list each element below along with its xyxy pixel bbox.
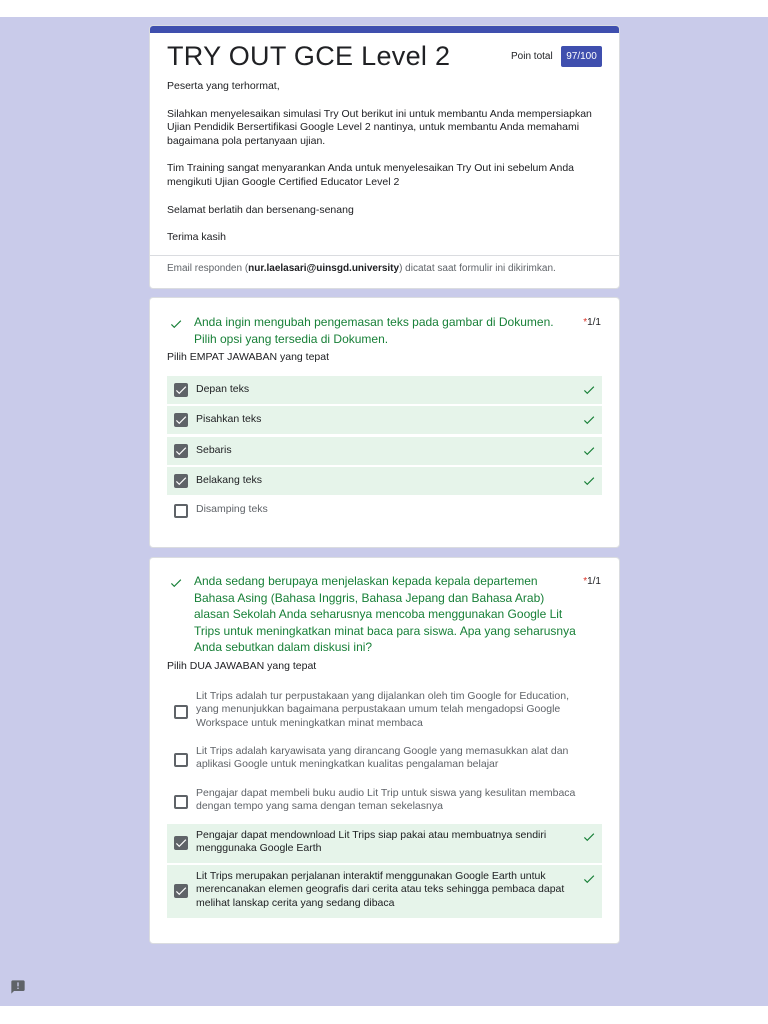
answer-option[interactable] [167, 686, 602, 732]
checkbox-checked-icon[interactable] [174, 383, 188, 397]
header-accent-bar [150, 26, 619, 33]
checkbox-unchecked-icon[interactable] [174, 753, 188, 767]
checkbox-checked-icon[interactable] [174, 413, 188, 427]
answer-option[interactable] [167, 865, 602, 918]
check-icon [582, 383, 596, 397]
header-divider [150, 255, 620, 256]
required-mark: * [583, 317, 588, 328]
answer-option[interactable] [167, 497, 602, 525]
option-label: Disamping teks [196, 503, 268, 515]
check-icon [582, 474, 596, 488]
check-icon [169, 317, 183, 331]
option-label: Pengajar dapat membeli buku audio Lit Trip untuk siswa yang kesulitan membaca dengan tempo yang sama dengan teman sekelasnya [196, 787, 576, 813]
question-instruction: Pilih EMPAT JAWABAN yang tepat [167, 351, 330, 363]
question-title: Anda sedang berupaya menjelaskan kepada kepala departemen Bahasa Asing (Bahasa Inggris, Bahasa Jepang dan Bahasa Arab) alasan Sekolah Anda seharusnya mencoba menggunakan Google Lit Trips untuk meningkatkan minat baca para siswa. Apa yang seharusnya Anda sebutkan dalam diskusi ini? [194, 574, 576, 655]
option-label: Belakang teks [196, 474, 262, 486]
answer-option[interactable] [167, 743, 602, 775]
description-paragraph: Tim Training sangat menyarankan Anda untuk menyelesaikan Try Out ini sebelum Anda mengikuti Ujian Google Certified Educator Level 2 [167, 162, 575, 188]
description-paragraph: Selamat berlatih dan bersenang-senang [167, 203, 354, 216]
answer-option[interactable] [167, 376, 602, 404]
form-description [167, 80, 597, 259]
checkbox-unchecked-icon[interactable] [174, 504, 188, 518]
question-card-2 [149, 557, 620, 944]
points-value: 1/1 [587, 317, 601, 328]
option-label: Lit Trips adalah tur perpustakaan yang dijalankan oleh tim Google for Education, yang menunjukkan bagaimana perpustakaan umum telah mengadopsi Google Workspace untuk meningkatkan minat membaca [196, 690, 569, 729]
check-icon [582, 444, 596, 458]
check-icon [169, 576, 183, 590]
answer-option[interactable] [167, 437, 602, 465]
checkbox-checked-icon[interactable] [174, 444, 188, 458]
email-note [167, 263, 556, 274]
points-value: 1/1 [587, 576, 601, 587]
form-header-card [149, 25, 620, 289]
answer-option[interactable] [167, 467, 602, 495]
question-points [583, 576, 601, 587]
checkbox-checked-icon[interactable] [174, 884, 188, 898]
question-card-1 [149, 297, 620, 548]
question-instruction: Pilih DUA JAWABAN yang tepat [167, 660, 317, 672]
question-points [583, 317, 601, 328]
form-title: TRY OUT GCE Level 2 [167, 41, 451, 71]
question-title: Anda ingin mengubah pengemasan teks pada gambar di Dokumen. Pilih opsi yang tersedia di Dokumen. [194, 315, 554, 346]
answer-option[interactable] [167, 824, 602, 863]
answer-option[interactable] [167, 406, 602, 434]
checkbox-unchecked-icon[interactable] [174, 705, 188, 719]
check-icon [582, 872, 596, 886]
option-label: Lit Trips merupakan perjalanan interaktif menggunakan Google Earth untuk merencanakan elemen geografis dari cerita atau teks sehingga pembaca dapat melihat lanskap cerita yang sedang dibaca [196, 870, 565, 909]
required-mark: * [583, 576, 588, 587]
points-total-label: Poin total [511, 51, 553, 62]
email-note-prefix: Email responden ( [167, 263, 249, 274]
check-icon [582, 413, 596, 427]
score-badge: 97/100 [561, 46, 602, 67]
option-label: Lit Trips adalah karyawisata yang dirancang Google yang memasukkan alat dan aplikasi Google untuk meningkatkan kualitas pengalaman belajar [196, 745, 569, 771]
option-label: Pengajar dapat mendownload Lit Trips siap pakai atau membuatnya sendiri menggunaka Google Earth [196, 829, 547, 855]
description-paragraph: Terima kasih [167, 231, 226, 244]
checkbox-unchecked-icon[interactable] [174, 795, 188, 809]
option-label: Pisahkan teks [196, 413, 262, 425]
option-label: Sebaris [196, 444, 232, 456]
description-paragraph: Silahkan menyelesaikan simulasi Try Out berikut ini untuk membantu Anda mempersiapkan Ujian Pendidik Bersertifikasi Google Level 2 nantinya, untuk membantu Anda memahami bagaimana pola pertanyaan ujian. [167, 107, 592, 147]
report-icon[interactable] [10, 979, 26, 995]
option-label: Depan teks [196, 383, 250, 395]
checkbox-checked-icon[interactable] [174, 836, 188, 850]
check-icon [582, 830, 596, 844]
description-paragraph: Peserta yang terhormat, [167, 80, 280, 92]
answer-option[interactable] [167, 785, 602, 817]
email-note-suffix: ) dicatat saat formulir ini dikirimkan. [399, 263, 556, 274]
checkbox-checked-icon[interactable] [174, 474, 188, 488]
respondent-email: nur.laelasari@uinsgd.university [248, 263, 400, 274]
